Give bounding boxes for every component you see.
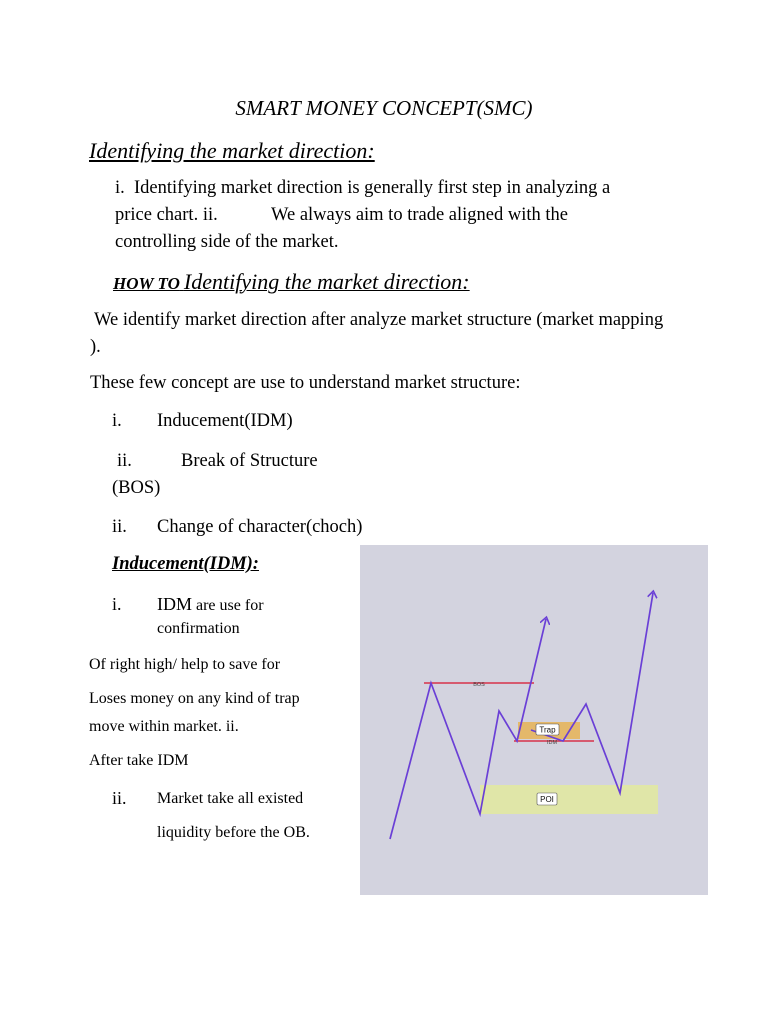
idm-line-d: After take IDM — [89, 752, 189, 769]
list-text: Inducement(IDM) — [157, 411, 293, 431]
para-market-structure: We identify market direction after analyze market structure (market mapping ). — [90, 310, 664, 357]
list-item — [117, 448, 318, 475]
smc-diagram-svg — [360, 545, 708, 895]
list-item-continuation: (BOS) — [112, 478, 161, 498]
list-text: Break of Structure — [181, 451, 318, 471]
idm-line-b: Loses money on any kind of trap — [89, 690, 300, 707]
idm-item1-marker: i. — [112, 594, 122, 614]
list-text: Change of character(choch) — [157, 517, 363, 537]
heading-how-to-prefix: HOW TO — [113, 274, 180, 293]
list-marker: ii. — [117, 451, 132, 471]
idm-item1 — [112, 594, 264, 615]
poi-zone — [480, 785, 658, 814]
poi-label: POI — [540, 795, 554, 804]
idm-item1-rest: are use for — [196, 597, 264, 614]
heading-market-direction: Identifying the market direction: — [89, 138, 375, 163]
para1-text1: Identifying market direction is generally first step in analyzing a — [134, 178, 611, 198]
idm-line-a: Of right high/ help to save for — [89, 656, 281, 673]
idm-item2-text: Market take all existed — [157, 790, 304, 807]
idm-line-c: move within market. ii. — [89, 718, 239, 735]
heading-how-to — [113, 269, 470, 295]
idm-item1-word: IDM — [157, 594, 192, 614]
para1-text2: price chart. ii. — [115, 205, 218, 225]
para1-marker: i. — [115, 178, 125, 198]
list-marker: i. — [112, 411, 122, 431]
para1-line3: controlling side of the market. — [115, 232, 339, 252]
list-item — [112, 514, 363, 541]
idm-item2 — [112, 788, 304, 809]
idm-item1-line2: confirmation — [157, 620, 240, 637]
trap-label: Trap — [539, 725, 556, 735]
heading-inducement: Inducement(IDM): — [112, 554, 259, 574]
list-item — [112, 408, 293, 435]
idm-item2-line2: liquidity before the OB. — [157, 824, 310, 841]
idm-label: IDM — [546, 740, 558, 746]
heading-how-to-rest: Identifying the market direction: — [183, 269, 470, 294]
list-marker: ii. — [112, 517, 127, 537]
para1-line2 — [115, 202, 568, 229]
idm-item2-marker: ii. — [112, 788, 127, 808]
price-path-2 — [531, 593, 653, 793]
page-title: SMART MONEY CONCEPT(SMC) — [235, 96, 533, 120]
smc-diagram — [360, 545, 708, 895]
para1-line1 — [115, 175, 610, 202]
idm-item1-text — [157, 594, 264, 615]
para-concepts: These few concept are use to understand market structure: — [90, 373, 521, 393]
para1-text2b: We always aim to trade aligned with the — [271, 205, 568, 225]
bos-label: BOS — [473, 682, 485, 688]
